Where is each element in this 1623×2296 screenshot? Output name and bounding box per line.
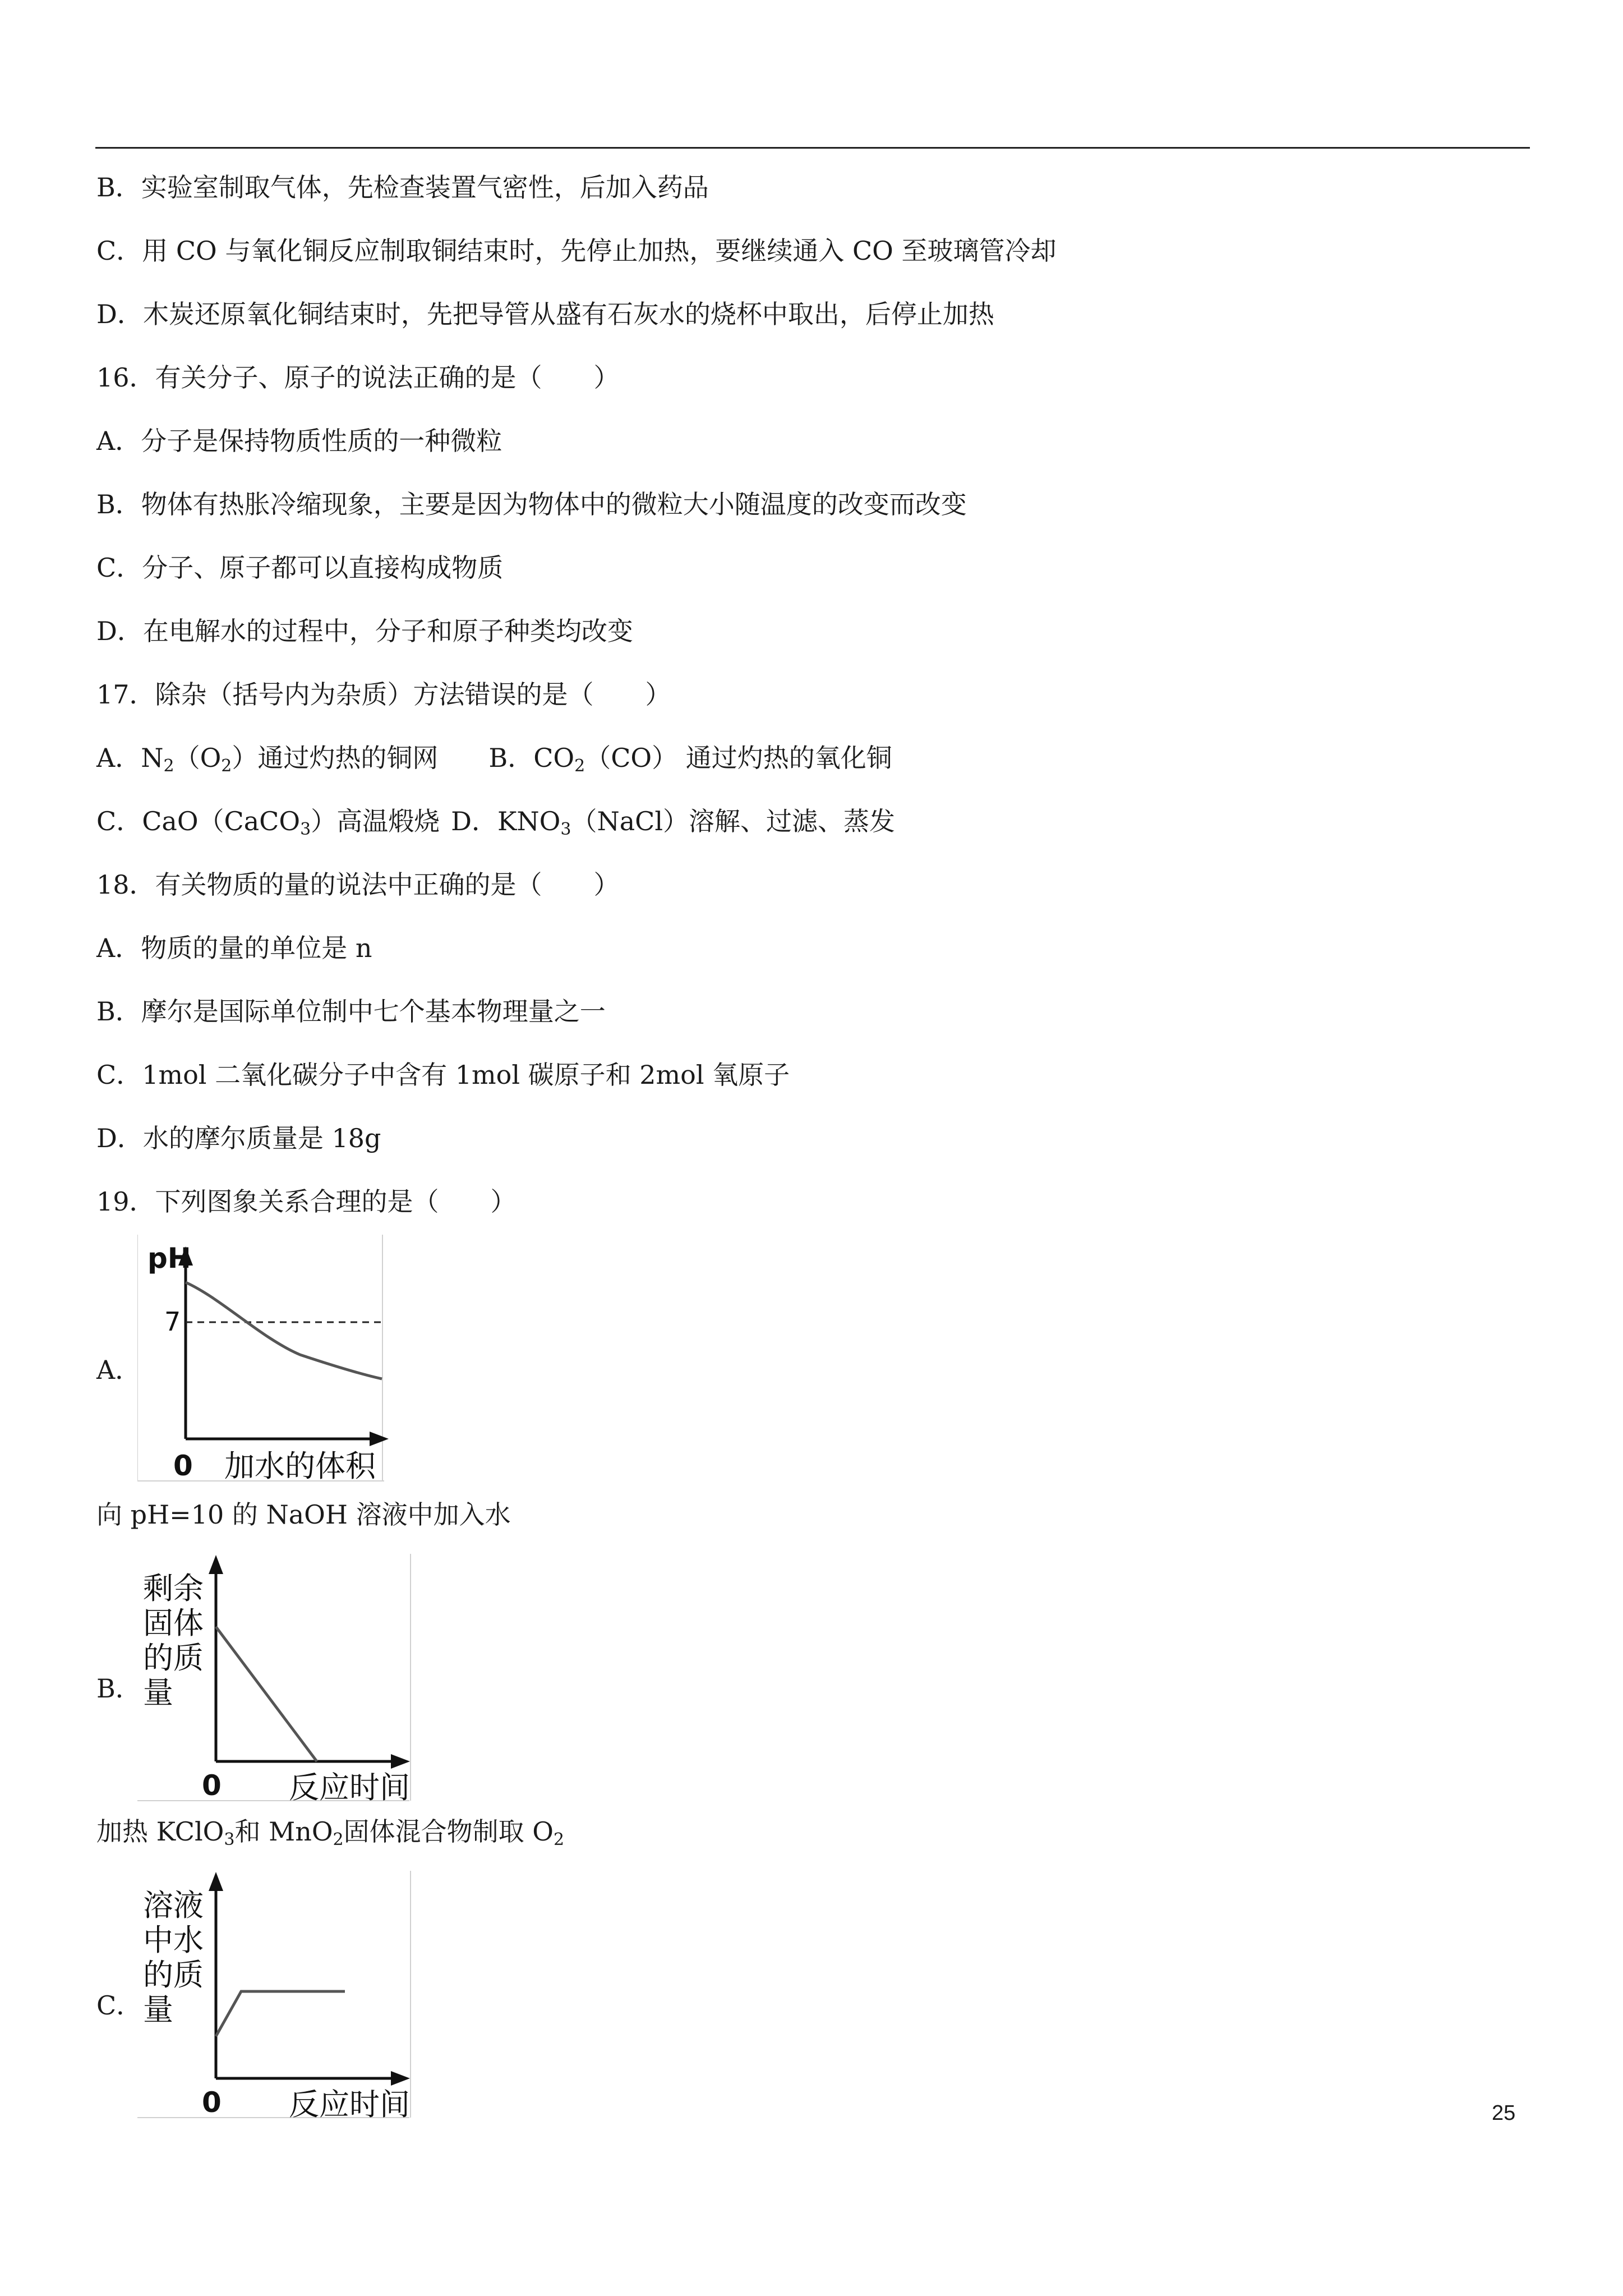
q17-option-b: B．$CO_2(CO)$ 通过灼热的氧化铜 [488, 743, 892, 776]
q19-option-b-label: B． [96, 1673, 141, 1704]
q15-option-b: B．实验室制取气体，先检查装置气密性，后加入药品 [96, 172, 709, 203]
graph-a-origin: 0 [173, 1450, 193, 1482]
q15-option-d: D．木炭还原氧化铜结束时，先把导管从盛有石灰水的烧杯中取出，后停止加热 [96, 299, 994, 329]
q17-stem: 17．除杂（括号内为杂质）方法错误的是（ ） [96, 679, 671, 710]
q17-options-cd [96, 804, 895, 838]
graph-b-ylabel-1: 剩余 [143, 1571, 204, 1606]
page-number: 25 [1492, 2101, 1516, 2125]
q17-option-d: D．$KNO_3(NaCl)$溶解、过滤、蒸发 [451, 806, 896, 839]
q19-option-c-label: C． [96, 1990, 142, 2021]
graph-b-origin: 0 [202, 1769, 222, 1802]
graph-c-ylabel-4: 量 [143, 1992, 173, 2027]
q19-option-b-caption: 加热 KClO$_3$和 MnO$_2$固体混合物制取 $O_2$ [96, 1816, 565, 1849]
graph-b-ylabel-4: 量 [143, 1675, 173, 1710]
graph-c-ylabel-3: 的质 [143, 1957, 204, 1993]
q17-options-ab [96, 741, 892, 775]
graph-c-ylabel-1: 溶液 [143, 1888, 204, 1923]
q16-option-b: B．物体有热胀冷缩现象，主要是因为物体中的微粒大小随温度的改变而改变 [96, 489, 967, 519]
q19-graph-b [137, 1554, 412, 1812]
graph-b-ylabel-3: 的质 [143, 1640, 204, 1676]
q18-option-b: B．摩尔是国际单位制中七个基本物理量之一 [96, 996, 606, 1027]
q19-graph-a [137, 1234, 390, 1492]
q19-option-a-caption: 向 pH=10 的 NaOH 溶液中加入水 [96, 1499, 511, 1530]
q18-option-c: C．1mol 二氧化碳分子中含有 1mol 碳原子和 2mol 氧原子 [96, 1060, 790, 1090]
q18-stem: 18．有关物质的量的说法中正确的是（ ） [96, 869, 620, 900]
q17-option-c: C．CaO（CaCO$_3$）高温煅烧 [96, 806, 440, 839]
q16-stem: 16．有关分子、原子的说法正确的是（ ） [96, 362, 620, 393]
q18-option-a: A．物质的量的单位是 n [96, 933, 372, 963]
graph-a-xlabel: 加水的体积 [224, 1448, 376, 1484]
graph-b-ylabel-2: 固体 [143, 1605, 204, 1641]
graph-a-ylabel: pH [147, 1242, 191, 1274]
q16-option-c: C．分子、原子都可以直接构成物质 [96, 553, 504, 583]
q16-option-d: D．在电解水的过程中，分子和原子种类均改变 [96, 616, 633, 646]
q15-option-c: C．用 CO 与氧化铜反应制取铜结束时，先停止加热，要继续通入 CO 至玻璃管冷却 [96, 236, 1057, 266]
q19-option-a-label: A． [96, 1355, 141, 1385]
q18-option-d: D．水的摩尔质量是 18g [96, 1123, 381, 1153]
graph-c-ylabel-2: 中水 [143, 1922, 204, 1958]
header-rule [95, 147, 1530, 149]
graph-c-xlabel: 反应时间 [289, 2087, 410, 2122]
graph-a-ytick: 7 [164, 1306, 181, 1337]
q16-option-a: A．分子是保持物质性质的一种微粒 [96, 426, 502, 456]
graph-c-origin: 0 [202, 2086, 222, 2119]
graph-b-xlabel: 反应时间 [289, 1770, 410, 1805]
q19-stem: 19．下列图象关系合理的是（ ） [96, 1186, 517, 1217]
q19-graph-c [137, 1871, 412, 2129]
q17-option-a: A．$N_2(O_2)$通过灼热的铜网 [96, 743, 439, 776]
